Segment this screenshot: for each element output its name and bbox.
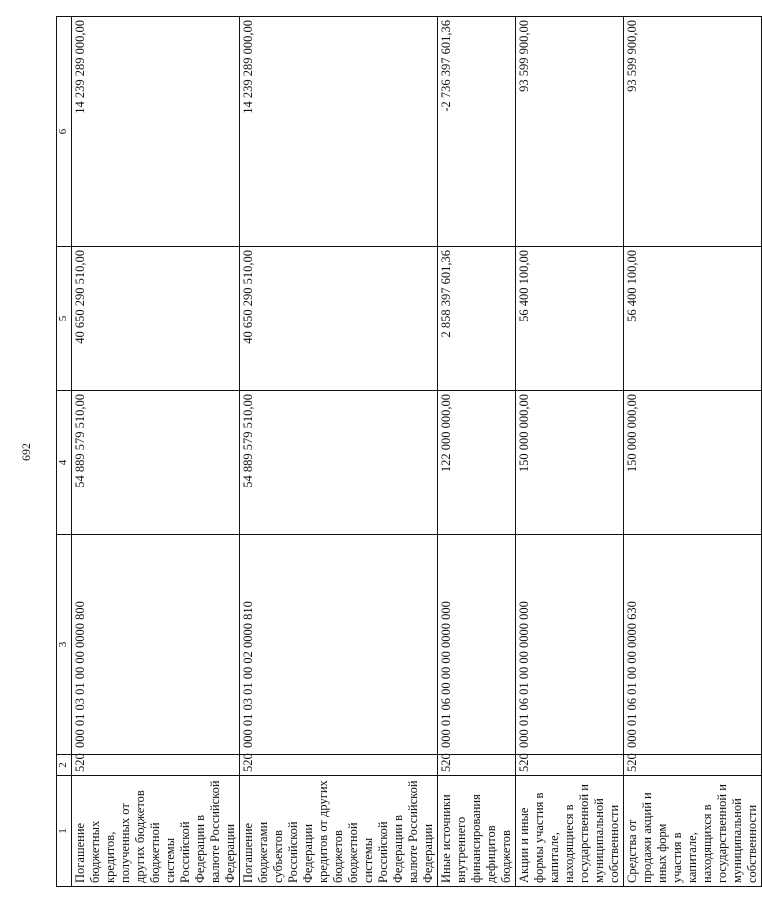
budget-code-cell: 000 01 06 01 00 00 0000 000 <box>516 535 624 755</box>
admin-code-cell: 520 <box>624 755 762 776</box>
column-header: 1 <box>57 776 72 887</box>
table-header-row <box>57 17 72 887</box>
budget-code-cell: 000 01 06 00 00 00 0000 000 <box>438 535 516 755</box>
row-name-cell: Погашение бюджетами субъектов Российской Федерации кредитов от других бюджетов бюджетной системы Российской Федерации в валюте Российской Федерации <box>240 776 438 887</box>
column-header: 3 <box>57 535 72 755</box>
budget-code-cell: 000 01 03 01 00 00 0000 800 <box>72 535 240 755</box>
planned-amount-cell: 150 000 000,00 <box>624 391 762 535</box>
admin-code-cell: 520 <box>516 755 624 776</box>
table-row <box>240 17 438 887</box>
table-row <box>72 17 240 887</box>
executed-amount-cell: 40 650 290 510,00 <box>72 247 240 391</box>
column-header: 5 <box>57 247 72 391</box>
budget-sources-table <box>56 16 762 887</box>
table-row <box>516 17 624 887</box>
budget-code-cell: 000 01 03 01 00 02 0000 810 <box>240 535 438 755</box>
row-name-cell: Погашение бюджетных кредитов, полученных от других бюджетов бюджетной системы Российской Федерации в валюте Российской Федерации <box>72 776 240 887</box>
rotated-table-container <box>56 17 759 887</box>
row-name-cell: Иные источники внутреннего финансирования дефицитов бюджетов <box>438 776 516 887</box>
table-row <box>624 17 762 887</box>
executed-amount-cell: 40 650 290 510,00 <box>240 247 438 391</box>
executed-amount-cell: 2 858 397 601,36 <box>438 247 516 391</box>
planned-amount-cell: 150 000 000,00 <box>516 391 624 535</box>
planned-amount-cell: 54 889 579 510,00 <box>72 391 240 535</box>
planned-amount-cell: 54 889 579 510,00 <box>240 391 438 535</box>
table-row <box>438 17 516 887</box>
remaining-amount-cell: 93 599 900,00 <box>624 17 762 247</box>
remaining-amount-cell: -2 736 397 601,36 <box>438 17 516 247</box>
executed-amount-cell: 56 400 100,00 <box>624 247 762 391</box>
page-number: 692 <box>19 443 33 461</box>
column-header: 2 <box>57 755 72 776</box>
row-name-cell: Акции и иные формы участия в капитале, находящиеся в государственной и муниципальной собственности <box>516 776 624 887</box>
planned-amount-cell: 122 000 000,00 <box>438 391 516 535</box>
admin-code-cell: 520 <box>240 755 438 776</box>
admin-code-cell: 520 <box>438 755 516 776</box>
column-header: 6 <box>57 17 72 247</box>
row-name-cell: Средства от продажи акций и иных форм участия в капитале, находящихся в государственной и муниципальной собственности <box>624 776 762 887</box>
remaining-amount-cell: 93 599 900,00 <box>516 17 624 247</box>
executed-amount-cell: 56 400 100,00 <box>516 247 624 391</box>
budget-code-cell: 000 01 06 01 00 00 0000 630 <box>624 535 762 755</box>
remaining-amount-cell: 14 239 289 000,00 <box>240 17 438 247</box>
column-header: 4 <box>57 391 72 535</box>
admin-code-cell: 520 <box>72 755 240 776</box>
remaining-amount-cell: 14 239 289 000,00 <box>72 17 240 247</box>
